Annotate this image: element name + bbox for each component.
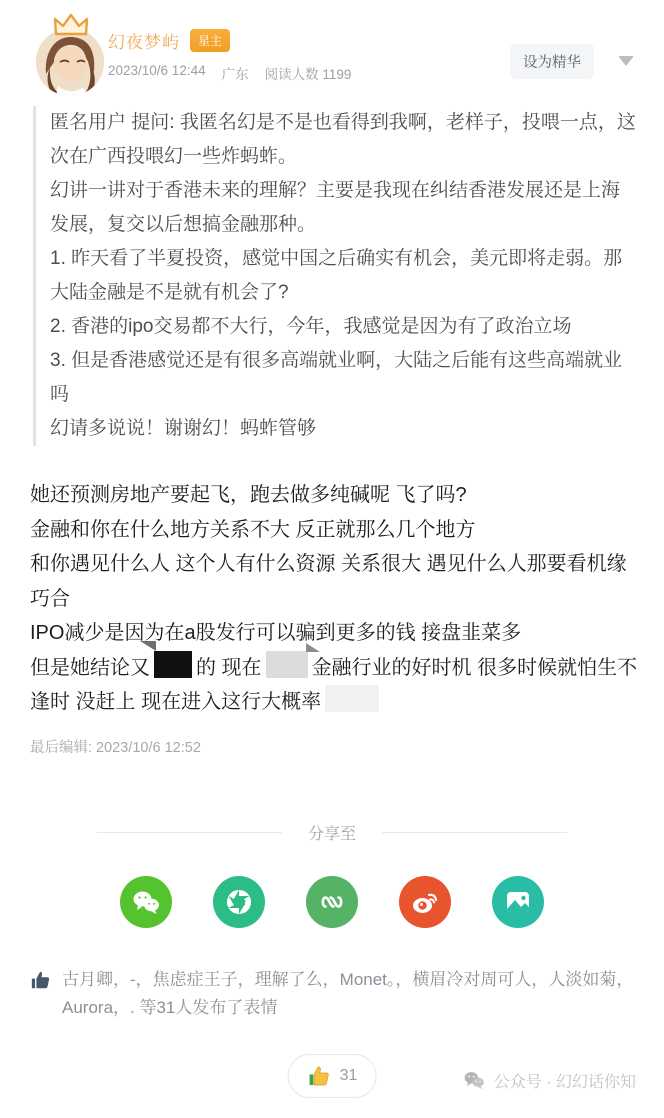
like-button[interactable] <box>288 1054 377 1098</box>
crown-icon <box>53 12 89 38</box>
quoted-question <box>33 106 636 446</box>
answer-line: IPO减少是因为在a股发行可以骗到更多的钱 接盘韭菜多 <box>30 622 522 644</box>
question-line: 幻请多说说！谢谢幻！蚂蚱管够 <box>50 418 317 439</box>
read-count: 阅读人数 1199 <box>264 67 352 82</box>
bottom-bar <box>0 1054 664 1102</box>
thumbs-up-emoji-icon <box>307 1064 331 1088</box>
share-image-button[interactable] <box>492 876 544 928</box>
answer-line: 和你遇见什么人 这个人有什么资源 关系很大 遇见什么人那要看机缘巧合 <box>30 553 627 610</box>
answer-body <box>30 478 640 720</box>
answer-text: 但是她结论又 <box>30 656 150 679</box>
answer-line: 她还预测房地产要起飞，跑去做多纯碱呢 飞了吗? <box>30 484 467 506</box>
post-header <box>0 0 664 92</box>
divider-line <box>382 832 567 833</box>
owner-badge: 星主 <box>190 29 230 52</box>
watermark-text: 公众号 · 幻幻话你知 <box>493 1073 636 1091</box>
share-title: 分享至 <box>308 825 357 843</box>
share-moments-button[interactable] <box>213 876 265 928</box>
share-link-button[interactable] <box>306 876 358 928</box>
author-avatar[interactable] <box>36 12 106 104</box>
reactions-summary[interactable]: 古月卿，-，焦虑症王子，理解了么，Monet。，横眉冷对周可人，人淡如菊，Aurora，. 等31人发布了表情 <box>62 969 634 1017</box>
like-count: 31 <box>339 1067 358 1084</box>
share-weibo-button[interactable] <box>399 876 451 928</box>
wechat-gray-icon <box>462 1068 486 1092</box>
redaction-box-faint <box>325 685 379 712</box>
question-line: 1. 昨天看了半夏投资，感觉中国之后确实有机会，美元即将走弱。那大陆金融是不是就有机会了? <box>50 248 623 303</box>
reactions-row <box>30 966 638 1022</box>
redaction-box-black <box>154 651 192 678</box>
aperture-icon <box>224 887 254 917</box>
picture-icon <box>503 887 533 917</box>
author-name[interactable]: 幻夜梦屿 <box>108 33 180 52</box>
answer-line-redacted <box>30 651 640 720</box>
question-line: 2. 香港的ipo交易都不大行，今年，我感觉是因为有了政治立场 <box>50 316 572 337</box>
weibo-icon <box>409 886 441 918</box>
post-date: 2023/10/6 12:44 <box>108 63 206 78</box>
share-buttons <box>0 876 664 928</box>
post-location: 广东 <box>221 67 249 82</box>
share-wechat-button[interactable] <box>120 876 172 928</box>
question-line: 3. 但是香港感觉还是有很多高端就业啊，大陆之后能有这些高端就业吗 <box>50 350 623 405</box>
share-divider <box>97 821 567 844</box>
redaction-box-gray <box>266 651 308 678</box>
answer-text: 金融行业的好时机 很多时候就怕生不逢时 没赶上 现在进入这行大概率 <box>30 656 638 713</box>
avatar-image <box>36 28 104 96</box>
footer-watermark <box>462 1068 636 1092</box>
last-edited-label: 最后编辑: 2023/10/6 12:52 <box>30 739 201 756</box>
answer-text: 的 现在 <box>196 656 262 679</box>
wechat-icon <box>130 886 162 918</box>
question-line: 幻讲一讲对于香港未来的理解？主要是我现在纠结香港发展还是上海发展，复交以后想搞金融那种。 <box>50 180 621 235</box>
more-menu-caret-icon[interactable] <box>618 56 634 66</box>
divider-line <box>97 832 282 833</box>
question-line: 匿名用户 提问: 我匿名幻是不是也看得到我啊，老样子，投喂一点，这次在广西投喂幻一些炸蚂蚱。 <box>50 112 636 167</box>
set-digest-button[interactable]: 设为精华 <box>510 44 594 79</box>
post-meta <box>108 63 351 83</box>
infinity-loop-icon <box>316 886 348 918</box>
answer-line: 金融和你在什么地方关系不大 反正就那么几个地方 <box>30 518 476 541</box>
thumbs-up-icon <box>30 969 52 991</box>
